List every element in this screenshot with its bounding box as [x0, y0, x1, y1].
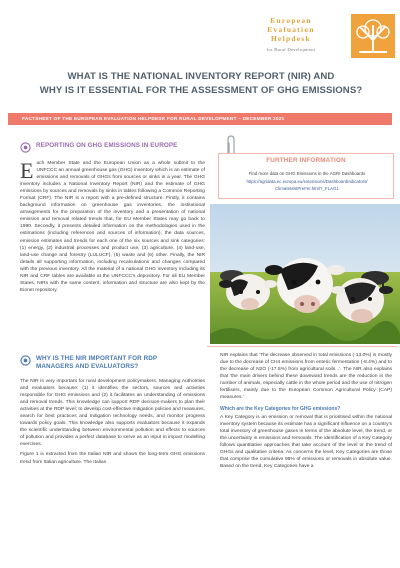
section-why-para-1: The NIR is very important for rural development policymakers, Managing Authorities and evaluators because: (1) it identifies the sectors, sources and activities responsible for GHG emissions and (2) it facilitates an understanding of emissions and removal trends. This knowledge can support RDP decision-makers to plan their activities at the RDP level; to develop cost-effective mitigation policies and measures, search for best practices and mitigation technology needs, and monitor progress towards policy goals. This knowledge also supports evaluators because it expands the scientific understanding between environmental pollution and effects to sources of pollution and provides a perfect database to serve as an input in impact modelling exercises. — [20, 379, 205, 448]
logo-subline: for Rural Development — [266, 47, 316, 52]
section-why-heading — [20, 355, 157, 371]
key-categories-subhead: Which are the Key Categories for GHG emissions? — [220, 406, 341, 412]
logo-text — [236, 16, 346, 53]
section-why-title-line-1: WHY IS THE NIR IMPORTANT FOR RDP — [36, 355, 158, 362]
section-reporting-heading — [20, 142, 177, 153]
section-why-para-2: Figure 1 is extracted from the Italian NIR and shows the long-term GHG emissions trend from Italian agriculture. The Italian — [20, 452, 205, 465]
logo-line-2: Evaluation — [267, 25, 315, 34]
section-why-text — [20, 378, 205, 566]
dropcap: E — [20, 160, 34, 183]
cows-photo — [210, 204, 400, 344]
section-why-title-line-2: MANAGERS AND EVALUATORS? — [36, 363, 139, 370]
further-info-line-1: Find more data on GHG Emissions in the AGRI Dashboards — [248, 171, 366, 176]
section-reporting-text — [20, 160, 205, 354]
further-info-link-2[interactable]: ClimateMntPreFer.html?_FLAG1 — [275, 186, 339, 191]
further-info-title: FURTHER INFORMATION — [266, 157, 346, 164]
section-why-title — [36, 355, 157, 371]
page-title-line-1: WHAT IS THE NATIONAL INVENTORY REPORT (NIR) AND — [67, 71, 335, 82]
further-info-link[interactable]: https://agridata.ec.europa.eu/extensions/DashboardIndicators/ — [246, 179, 368, 184]
further-info-box — [218, 153, 394, 199]
page-title — [20, 70, 382, 98]
section-reporting-title: REPORTING ON GHG EMISSIONS IN EUROPE — [36, 142, 178, 149]
section-circle-icon — [20, 142, 31, 153]
page-title-line-2: WHY IS IT ESSENTIAL FOR THE ASSESSMENT OF GHG EMISSIONS? — [39, 85, 363, 96]
logo — [228, 14, 398, 58]
section-reporting-body: ach Member State and the European Union as a whole submit to the UNFCCC an annual greenhouse gas (GHG) inventory which is an estimate of emissions and removals of GHGs from sources or sinks in a year. The GHG inventory includes a National Inventory Report (NIR) and the estimate of GHG emissions by sources and removals by sinks in tables following a Common Reporting Format (CRF). The NIR is a report with a pre-defined structure. Firstly, it contains background information on greenhouse gas inventories, the institutional arrangements for the preparation of the inventory and a presentation of national emission and removal related trends that, for EU Member States may go back to 1980. Secondly, it presents detailed information on the methodologies used in the estimations (including references and sources of information), the data sources, emission estimates and trends for each one of the six sources and sink categories: (1) energy, (2) industrial processes and product use, (3) agriculture, (4) land-use, land-use change and forestry (LULUCF), (5) waste and (6) other. Finally, the NIR details all supporting information, including recalculations and changes compared with the previous inventory. All the material of a national GHG inventory including its NIR and CRF tables are available at the UNFCCC's depository. For all EU Member States, NIRs with the same content, information and structure are also kept by the Eionet repository. — [20, 161, 205, 293]
divider — [207, 346, 397, 347]
factsheet-banner: FACTSHEET OF THE EUROPEAN EVALUATION HELPDESK FOR RURAL DEVELOPMENT – DECEMBER 2021 — [8, 113, 392, 125]
right-col-para-2: A Key Category is an emission or removal that is prioritised within the national inventory system because its estimate has a significant influence on a country's total inventory of greenhouse gases in terms of the absolute level, the trend, or the uncertainty in emissions and removals. The identification of a Key Category follows quantitative approaches that take account of the level or the trend of GHGs and qualitative criteria. As concerns the level, Key Categories are those that comprise the cumulative 95% of emissions or removals in absolute value. Based on the trend, Key Categories have a — [220, 415, 392, 470]
tree-logo-icon — [351, 14, 395, 58]
section-circle-icon — [20, 355, 31, 366]
right-col-para-1: NIR explains that 'The decrease observed in total emissions (-13.0%) is mostly due to the decrease of CH4 emissions from enteric fermentation (-8.4%) and to the decrease of N2O (-17.5%) from agricultural soils...'. The NIR also explains that 'the main drivers behind these downward trends are the reduction in the number of animals, especially cattle in the whole period and the use of nitrogen fertilisers, mainly due to the European Common Agricultural Policy (CAP) measures.' — [220, 353, 392, 401]
logo-line-3: Helpdesk — [271, 34, 311, 43]
logo-line-1: European — [270, 16, 312, 25]
